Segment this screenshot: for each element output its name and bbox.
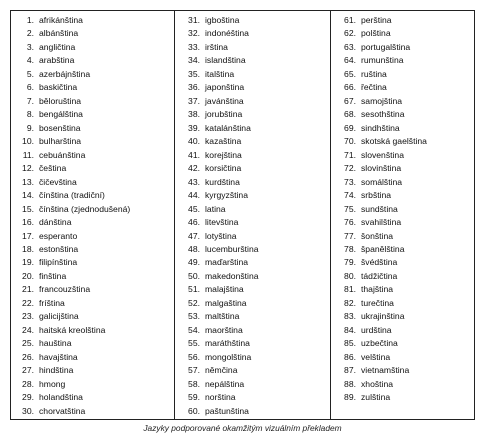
language-row [175,310,330,323]
language-number: 68. [344,109,356,120]
language-number: 30. [22,405,34,416]
language-row [331,351,474,364]
language-number: 66. [344,82,356,93]
language-name: maltština [205,311,240,322]
language-number: 4. [26,55,34,66]
language-number: 15. [22,203,34,214]
language-number: 52. [188,297,200,308]
language-row [331,283,474,296]
language-row [175,54,330,67]
languages-column-2 [174,11,330,419]
language-number: 17. [22,230,34,241]
language-row [175,405,330,418]
language-name: paštunština [205,405,249,416]
language-name: haitská kreolština [39,324,106,335]
language-row [331,176,474,189]
language-name: estonština [39,243,79,254]
language-number: 35. [188,68,200,79]
language-name: skotská gaelština [361,136,427,147]
language-number: 13. [22,176,34,187]
language-number: 32. [188,28,200,39]
language-name: javánština [205,95,244,106]
language-name: somálština [361,176,403,187]
language-number: 8. [26,109,34,120]
language-row [331,122,474,135]
language-number: 59. [188,392,200,403]
language-name: sindhština [361,122,400,133]
language-number: 21. [22,284,34,295]
language-name: turečtina [361,297,394,308]
language-number: 11. [22,149,34,160]
language-row [331,135,474,148]
language-row [175,364,330,377]
language-name: nepálština [205,378,245,389]
language-row [11,176,174,189]
language-row [11,391,174,404]
language-row [331,54,474,67]
language-row [175,283,330,296]
language-row [331,378,474,391]
language-number: 43. [188,176,200,187]
language-name: sesothština [361,109,405,120]
language-row [331,243,474,256]
language-number: 77. [344,230,356,241]
language-number: 18. [22,243,34,254]
language-name: filipínština [39,257,78,268]
language-name: bosenština [39,122,81,133]
language-number: 81. [344,284,356,295]
language-name: šonština [361,230,394,241]
language-row [11,364,174,377]
language-number: 67. [344,95,356,106]
language-number: 50. [188,270,200,281]
language-name: polština [361,28,391,39]
language-number: 29. [22,392,34,403]
language-name: xhoština [361,378,394,389]
language-name: svahilština [361,217,402,228]
language-number: 49. [188,257,200,268]
language-name: kazaština [205,136,242,147]
language-row [11,283,174,296]
language-number: 82. [344,297,356,308]
language-row [175,14,330,27]
language-row [331,256,474,269]
language-name: švédština [361,257,398,268]
language-name: islandština [205,55,246,66]
language-number: 74. [344,190,356,201]
language-name: latina [205,203,226,214]
language-row [11,108,174,121]
language-name: němčina [205,365,238,376]
language-number: 56. [188,351,200,362]
language-number: 26. [22,351,34,362]
language-row [11,41,174,54]
language-row [11,270,174,283]
language-row [331,203,474,216]
language-number: 33. [188,41,200,52]
language-name: zulština [361,392,391,403]
language-row [11,14,174,27]
language-number: 1. [26,15,34,25]
language-name: jorubština [205,109,243,120]
language-name: ukrajinština [361,311,405,322]
language-row [331,14,474,27]
language-number: 37. [188,95,200,106]
language-row [175,324,330,337]
language-name: bengálština [39,109,83,120]
language-number: 44. [188,190,200,201]
language-number: 72. [344,163,356,174]
language-name: kurdština [205,176,240,187]
language-name: hmong [39,378,66,389]
language-name: bulharština [39,136,82,147]
language-number: 12. [22,163,34,174]
language-number: 79. [344,257,356,268]
language-row [175,270,330,283]
language-row [11,135,174,148]
language-name: rumunština [361,55,404,66]
language-row [331,149,474,162]
language-name: albánština [39,28,79,39]
language-row [175,256,330,269]
language-row [331,95,474,108]
language-name: perština [361,15,392,25]
language-name: holandština [39,392,83,403]
language-row [175,27,330,40]
language-name: slovenština [361,149,404,160]
language-name: esperanto [39,230,78,241]
language-row [175,135,330,148]
language-number: 70. [344,136,356,147]
language-name: ruština [361,68,387,79]
language-row [331,310,474,323]
language-name: slovinština [361,163,402,174]
language-number: 62. [344,28,356,39]
language-name: irština [205,41,228,52]
language-row [331,230,474,243]
language-name: velština [361,351,391,362]
language-number: 73. [344,176,356,187]
language-name: lucemburština [205,243,259,254]
language-row [175,337,330,350]
language-number: 2. [26,28,34,39]
languages-column-1 [11,11,174,419]
language-row [11,27,174,40]
language-number: 16. [22,217,34,228]
language-name: vietnamština [361,365,410,376]
language-number: 48. [188,243,200,254]
table-caption: Jazyky podporované okamžitým vizuálním překladem [143,423,342,433]
language-row [11,203,174,216]
language-name: srbština [361,190,392,201]
language-number: 10. [22,136,34,147]
language-name: finština [39,270,67,281]
language-row [331,27,474,40]
language-number: 46. [188,217,200,228]
language-number: 55. [188,338,200,349]
language-row [331,297,474,310]
language-name: makedonština [205,270,259,281]
language-name: afrikánština [39,15,83,25]
language-number: 7. [26,95,34,106]
language-name: havajština [39,351,78,362]
language-row [331,216,474,229]
languages-column-3 [330,11,474,419]
language-number: 65. [344,68,356,79]
language-number: 83. [344,311,356,322]
language-row [175,230,330,243]
language-row [175,378,330,391]
language-number: 27. [22,365,34,376]
language-row [11,337,174,350]
language-row [175,68,330,81]
language-name: maráthština [205,338,250,349]
language-name: baskičtina [39,82,78,93]
language-row [11,310,174,323]
language-name: korsičtina [205,163,242,174]
language-row [11,122,174,135]
language-name: tádžičtina [361,270,398,281]
language-row [331,162,474,175]
language-number: 45. [188,203,200,214]
language-row [331,41,474,54]
language-name: azerbájnština [39,68,91,79]
language-row [175,81,330,94]
language-row [331,108,474,121]
language-number: 76. [344,217,356,228]
language-row [175,95,330,108]
language-name: samojština [361,95,403,106]
language-row [175,203,330,216]
language-number: 28. [22,378,34,389]
language-number: 58. [188,378,200,389]
language-row [11,149,174,162]
language-name: malgaština [205,297,247,308]
language-number: 40. [188,136,200,147]
language-name: hindština [39,365,74,376]
language-number: 71. [344,149,356,160]
language-row [11,81,174,94]
language-number: 89. [344,392,356,403]
language-number: 60. [188,405,200,416]
language-name: kyrgyzština [205,190,248,201]
language-name: lotyština [205,230,237,241]
language-number: 61. [344,15,356,25]
language-name: cebuánština [39,149,86,160]
language-row [175,108,330,121]
language-row [175,216,330,229]
language-row [11,324,174,337]
language-number: 86. [344,351,356,362]
language-row [175,243,330,256]
language-name: maďarština [205,257,249,268]
language-name: malajština [205,284,244,295]
language-number: 25. [22,338,34,349]
language-name: uzbečtina [361,338,398,349]
language-number: 39. [188,122,200,133]
language-name: urdština [361,324,392,335]
language-row [331,337,474,350]
language-number: 5. [26,68,34,79]
language-row [175,189,330,202]
language-name: korejština [205,149,242,160]
language-name: igboština [205,15,240,25]
language-number: 51. [188,284,200,295]
language-row [175,351,330,364]
language-row [11,351,174,364]
language-name: maorština [205,324,243,335]
language-number: 38. [188,109,200,120]
language-row [11,230,174,243]
language-row [11,297,174,310]
language-number: 9. [26,122,34,133]
language-name: indonéština [205,28,249,39]
language-row [11,256,174,269]
language-number: 84. [344,324,356,335]
language-number: 69. [344,122,356,133]
language-number: 42. [188,163,200,174]
language-row [11,378,174,391]
language-number: 3. [26,41,34,52]
language-name: thajština [361,284,394,295]
language-row [331,189,474,202]
language-row [11,216,174,229]
language-row [331,364,474,377]
language-name: arabština [39,55,75,66]
language-name: čeština [39,163,67,174]
language-row [331,68,474,81]
language-number: 80. [344,270,356,281]
language-name: katalánština [205,122,251,133]
language-row [331,81,474,94]
language-name: dánština [39,217,72,228]
language-number: 54. [188,324,200,335]
language-row [11,405,174,418]
language-number: 23. [22,311,34,322]
language-number: 53. [188,311,200,322]
language-number: 75. [344,203,356,214]
language-number: 63. [344,41,356,52]
language-number: 85. [344,338,356,349]
language-name: čínština (zjednodušená) [39,203,131,214]
language-row [11,243,174,256]
language-row [331,391,474,404]
language-number: 31. [188,15,200,25]
language-number: 24. [22,324,34,335]
language-row [175,391,330,404]
language-row [175,41,330,54]
language-number: 20. [22,270,34,281]
language-name: chorvatština [39,405,86,416]
language-name: běloruština [39,95,82,106]
language-number: 41. [188,149,200,160]
language-row [175,149,330,162]
language-row [11,95,174,108]
language-name: galicijština [39,311,79,322]
language-name: čičevština [39,176,77,187]
language-number: 88. [344,378,356,389]
language-number: 64. [344,55,356,66]
language-number: 47. [188,230,200,241]
language-number: 6. [26,82,34,93]
languages-table [10,10,475,420]
language-number: 14. [22,190,34,201]
language-name: italština [205,68,235,79]
language-number: 36. [188,82,200,93]
language-row [11,54,174,67]
language-name: angličtina [39,41,76,52]
language-name: sundština [361,203,398,214]
language-row [175,297,330,310]
language-row [11,162,174,175]
language-name: mongolština [205,351,252,362]
language-name: japonština [205,82,245,93]
language-number: 34. [188,55,200,66]
language-number: 57. [188,365,200,376]
language-name: norština [205,392,236,403]
language-name: španělština [361,243,405,254]
language-row [11,68,174,81]
language-name: čínština (tradiční) [39,190,105,201]
language-number: 87. [344,365,356,376]
language-number: 78. [344,243,356,254]
language-name: litevština [205,217,239,228]
language-name: fríština [39,297,65,308]
language-row [175,176,330,189]
language-name: portugalština [361,41,411,52]
language-name: řečtina [361,82,387,93]
language-name: francouzština [39,284,91,295]
language-name: hauština [39,338,72,349]
language-row [11,189,174,202]
language-number: 22. [22,297,34,308]
language-row [331,324,474,337]
language-row [175,162,330,175]
language-row [175,122,330,135]
language-number: 19. [22,257,34,268]
language-row [331,270,474,283]
